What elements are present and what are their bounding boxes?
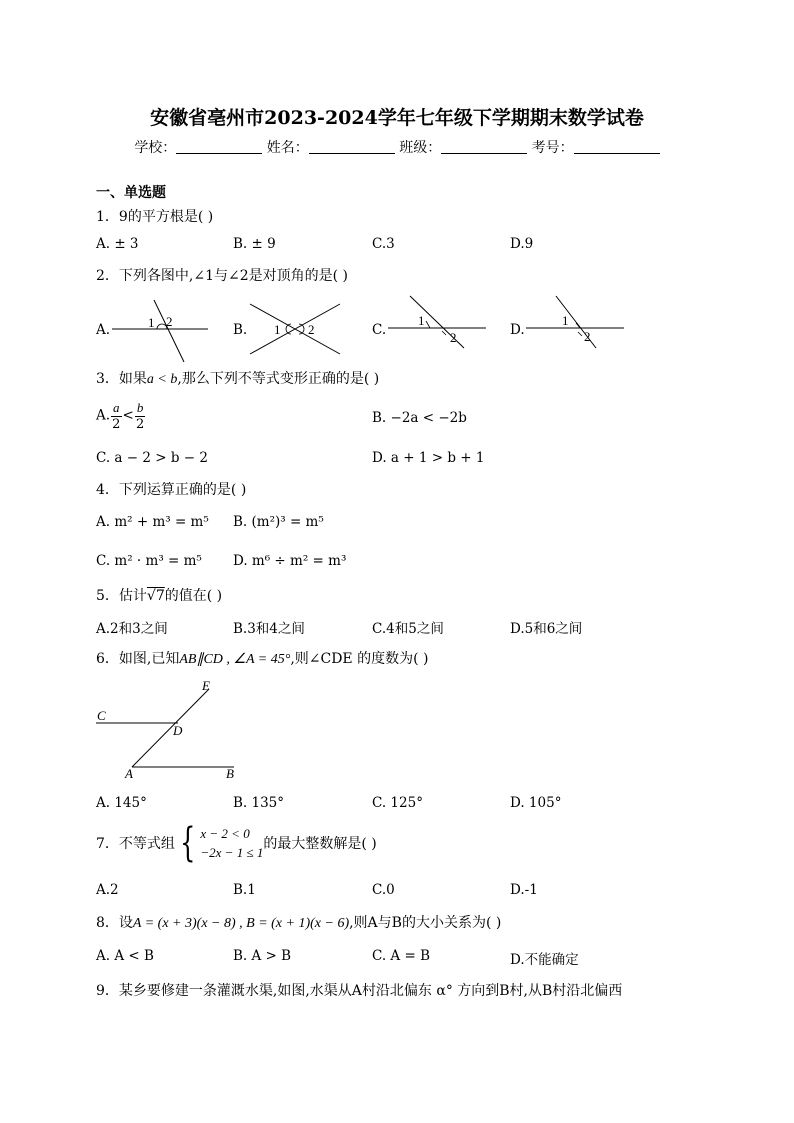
school-blank[interactable]	[176, 139, 262, 154]
q2b-label-2: 2	[308, 322, 315, 337]
q3-a-num1: a	[113, 400, 120, 415]
id-blank[interactable]	[574, 139, 660, 154]
q2a-label-1: 1	[148, 315, 155, 330]
q2b-label-1: 1	[274, 322, 281, 337]
q3-a-prefix: A.	[96, 407, 111, 424]
q6-label-c: C	[97, 708, 106, 723]
q9-stem: 9．某乡要修建一条灌溉水渠,如图,水渠从A村沿北偏东 α° 方向到B村,从B村沿北偏西	[96, 983, 623, 999]
q5-stem-pre: 5．估计	[96, 588, 147, 604]
q5-option-b: B.3和4之间	[233, 621, 305, 637]
q8-option-d: D.不能确定	[510, 952, 579, 968]
q2-option-b: B.	[233, 322, 248, 338]
q7-ineq2: −2x − 1 ≤ 1	[200, 845, 264, 860]
q6-stem-pre: 6．如图,已知	[96, 651, 180, 667]
q7-option-d: D.-1	[510, 882, 538, 898]
q8-option-b: B. A > B	[233, 948, 292, 964]
section-title: 一、单选题	[96, 185, 166, 201]
q4-stem: 4．下列运算正确的是( )	[96, 482, 247, 498]
q1-option-d: D.9	[510, 236, 534, 252]
q7-option-c: C.0	[372, 882, 395, 898]
class-label: 班级：	[399, 140, 442, 156]
q3-a-lt: <	[122, 407, 134, 424]
q8-stem-pre: 8．设	[96, 915, 133, 931]
q6-option-a: A. 145°	[96, 795, 147, 811]
q1-stem: 1．9的平方根是( )	[96, 209, 214, 225]
q7-system	[175, 820, 264, 866]
q8-stem-expr: A = (x + 3)(x − 8) , B = (x + 1)(x − 6)	[132, 916, 350, 931]
q3-a-den2: 2	[135, 417, 145, 432]
q2-figure-a	[110, 296, 210, 366]
id-label: 考号：	[531, 140, 574, 156]
q1-option-b: B. ± 9	[233, 236, 276, 252]
q2-option-a: A.	[96, 322, 111, 338]
q3-a-den1: 2	[112, 417, 121, 432]
class-blank[interactable]	[441, 139, 527, 154]
q6-label-d: D	[173, 723, 183, 738]
q6-option-b: B. 135°	[233, 795, 285, 811]
school-label: 学校：	[134, 140, 177, 156]
name-blank[interactable]	[309, 139, 395, 154]
name-label: 姓名：	[266, 140, 309, 156]
q2-figure-c	[386, 294, 491, 350]
q1-option-a: A. ± 3	[96, 236, 139, 252]
q6-stem-post: ,则∠CDE 的度数为( )	[290, 651, 429, 667]
q7-option-a: A.2	[96, 882, 119, 898]
q4-option-d: D. m⁶ ÷ m² = m³	[233, 553, 347, 569]
q2-figure-b	[248, 302, 343, 357]
student-info-line	[0, 137, 794, 157]
q7-brace: {	[180, 820, 196, 866]
q6-option-d: D. 105°	[510, 795, 562, 811]
q2-option-c: C.	[372, 322, 387, 338]
q3-stem	[96, 368, 379, 388]
q5-stem-root: √7	[146, 588, 165, 604]
q6-figure	[94, 676, 254, 784]
q8-option-a: A. A < B	[96, 948, 154, 964]
q2c-label-1: 1	[418, 313, 425, 328]
q6-label-e: E	[202, 678, 210, 693]
q5-option-d: D.5和6之间	[510, 621, 583, 637]
q7-stem	[96, 820, 377, 866]
q2d-label-1: 1	[562, 313, 569, 328]
q4-option-c: C. m² · m³ = m⁵	[96, 553, 202, 569]
q7-stem-pre: 7．不等式组	[96, 836, 175, 852]
q3-option-d: D. a + 1 > b + 1	[372, 450, 485, 466]
q2-figure-d	[524, 294, 629, 350]
q3-option-c: C. a − 2 > b − 2	[96, 450, 208, 466]
q7-option-b: B.1	[233, 882, 256, 898]
q3-a-frac2	[135, 400, 146, 432]
q5-stem	[96, 585, 222, 605]
q2c-label-2: 2	[450, 330, 457, 345]
q2a-label-2: 2	[166, 314, 173, 329]
q8-stem-post: ,则A与B的大小关系为( )	[349, 915, 502, 931]
q8-stem	[96, 912, 501, 932]
q3-option-a	[96, 400, 146, 432]
q8-option-c: C. A = B	[372, 948, 430, 964]
q3-stem-post: ,那么下列不等式变形正确的是( )	[177, 371, 380, 387]
q1-option-c: C.3	[372, 236, 395, 252]
q6-stem-expr: AB∥CD , ∠A = 45°	[179, 652, 291, 667]
q4-option-a: A. m² + m³ = m⁵	[96, 514, 209, 530]
q5-option-a: A.2和3之间	[96, 621, 168, 637]
q3-stem-pre: 3．如果	[96, 371, 147, 387]
q2d-label-2: 2	[584, 329, 591, 344]
q7-stem-post: 的最大整数解是( )	[263, 836, 377, 852]
q6-label-a: A	[125, 766, 133, 781]
page-title: 安徽省亳州市2023-2024学年七年级下学期期末数学试卷	[150, 107, 644, 129]
q6-label-b: B	[226, 766, 234, 781]
q2-stem: 2．下列各图中,∠1与∠2是对顶角的是( )	[96, 268, 349, 284]
q7-ineq1: x − 2 < 0	[200, 826, 250, 841]
q3-a-frac1	[111, 400, 122, 432]
q3-option-b: B. −2a < −2b	[372, 410, 467, 426]
q4-option-b: B. (m²)³ = m⁵	[233, 514, 324, 530]
q5-option-c: C.4和5之间	[372, 621, 444, 637]
q6-stem	[96, 648, 428, 668]
q3-stem-expr: a < b	[146, 372, 178, 387]
q3-a-num2: b	[136, 400, 144, 415]
q2-option-d: D.	[510, 322, 525, 338]
q5-stem-post: 的值在( )	[164, 588, 223, 604]
q6-option-c: C. 125°	[372, 795, 423, 811]
